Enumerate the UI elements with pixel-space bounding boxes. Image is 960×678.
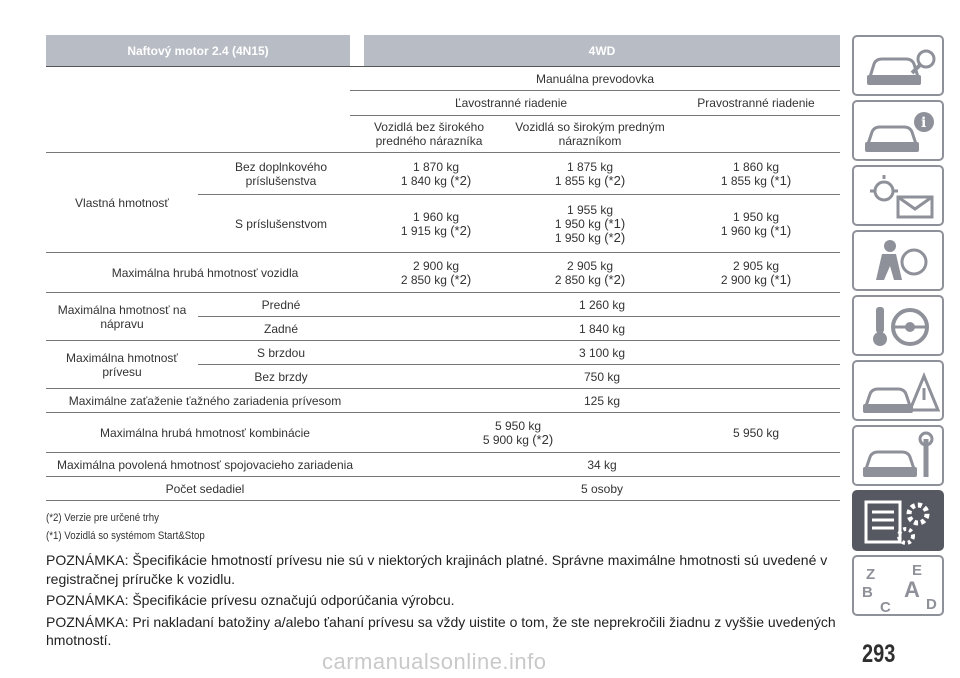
table-row (46, 153, 840, 195)
right-hand-drive-label: Pravostranné riadenie (672, 91, 840, 116)
hitch-load-label: Maximálne zaťaženie ťažného zariadenia prívesom (46, 389, 364, 413)
tab-emergency[interactable] (852, 360, 944, 421)
technical-data-gear-icon (854, 492, 944, 551)
note-paragraph: POZNÁMKA: Pri nakladaní batožiny a/alebo ťahaní prívesu sa vždy uistite o tom, že ste neprekročili žiadnu z vyššie uvedených hmotností. (46, 613, 836, 648)
table-row (46, 477, 840, 501)
left-hand-drive-label: Ľavostranné riadenie (350, 91, 672, 116)
key-steering-wheel-icon (854, 297, 944, 356)
gross-weight-label: Maximálna hrubá hmotnosť vozidla (46, 253, 364, 293)
value: 1 960 kg (720, 223, 767, 238)
value: 2 850 kg (400, 272, 447, 287)
car-service-tools-icon (854, 427, 944, 486)
footnote-ref: (*2) (450, 172, 472, 188)
airbag-passenger-icon (854, 232, 944, 291)
value: 5 900 kg (482, 432, 529, 447)
car-search-icon (854, 37, 944, 96)
value: 2 905 kg (566, 258, 614, 273)
value: 1 950 kg (554, 216, 601, 231)
footnote-ref: (*2) (450, 222, 472, 238)
table-cell (364, 413, 672, 453)
value: 1 875 kg (566, 159, 614, 174)
footnote-ref: (*1) (604, 215, 626, 231)
table-row (46, 253, 840, 293)
value: 1 955 kg (566, 202, 614, 217)
table-cell (364, 253, 508, 293)
tab-index[interactable] (852, 555, 944, 616)
warning-light-message-icon (854, 167, 944, 226)
table-cell (364, 153, 508, 195)
tab-car-info[interactable] (852, 100, 944, 161)
table-row (46, 67, 840, 91)
coupling-weight-value: 34 kg (364, 453, 840, 477)
index-letter-a: A (904, 577, 920, 602)
table-cell (672, 153, 840, 195)
svg-text:i: i (921, 115, 927, 131)
watermark (0, 645, 960, 678)
note-paragraph: POZNÁMKA: Špecifikácie prívesu označujú odporúčania výrobcu. (46, 592, 455, 608)
table-row (46, 293, 840, 317)
page-number: 293 (862, 640, 896, 668)
variant-b-label: Vozidlá so širokým predným nárazníkom (508, 116, 672, 153)
combination-weight-rhd: 5 950 kg (672, 413, 840, 453)
footnote-2: (*2) Verzie pre určené trhy (46, 512, 159, 524)
value: 1 855 kg (554, 173, 601, 188)
footnote-ref: (*2) (450, 271, 472, 287)
engine-header: Naftový motor 2.4 (4N15) (46, 35, 350, 67)
seats-value: 5 osoby (364, 477, 840, 501)
table-cell (508, 253, 672, 293)
index-letter-e: E (912, 562, 923, 579)
drive-header: 4WD (364, 35, 840, 67)
table-row (46, 341, 840, 365)
own-weight-label: Vlastná hmotnosť (46, 153, 198, 253)
note-paragraph: POZNÁMKA: Špecifikácie hmotností prívesu nie sú v niektorých krajinách platné. Správne maximálne hmotnosti sú uvedené v registračnej príručke k vozidlu. (46, 552, 828, 587)
index-letter-c: C (880, 599, 891, 616)
footnote-ref: (*2) (604, 271, 626, 287)
front-axle-label: Predné (198, 293, 364, 317)
table-cell (508, 153, 672, 195)
alphabetical-index-icon (854, 557, 944, 616)
value: 1 960 kg (412, 209, 460, 224)
braked-value: 3 100 kg (364, 341, 840, 365)
trailer-weight-label: Maximálna hmotnosť prívesu (46, 341, 198, 389)
index-letter-b: B (862, 584, 873, 601)
chapter-tabs (852, 35, 952, 620)
footnote-ref: (*1) (770, 271, 792, 287)
combination-weight-label: Maximálna hrubá hmotnosť kombinácie (46, 413, 364, 453)
variant-a-label: Vozidlá bez širokého predného nárazníka (350, 116, 508, 153)
footnote-ref: (*1) (770, 172, 792, 188)
table-header-row (46, 35, 840, 67)
value: 2 905 kg (732, 258, 780, 273)
value: 5 950 kg (494, 418, 542, 433)
watermark-text: carmanualsonline.info (322, 649, 547, 674)
tab-maintenance[interactable] (852, 425, 944, 486)
value: 2 900 kg (412, 258, 460, 273)
value: 1 915 kg (400, 223, 447, 238)
table-cell (672, 195, 840, 253)
axle-weight-label: Maximálna hmotnosť na nápravu (46, 293, 198, 341)
table-row (46, 413, 840, 453)
rear-axle-value: 1 840 kg (364, 317, 840, 341)
footnote-1: (*1) Vozidlá so systémom Start&Stop (46, 530, 205, 542)
without-accessories-label: Bez doplnkového príslušenstva (198, 153, 364, 195)
value: 1 950 kg (554, 230, 601, 245)
value: 1 840 kg (400, 173, 447, 188)
gearbox-label: Manuálna prevodovka (350, 67, 840, 91)
with-accessories-label: S príslušenstvom (198, 195, 364, 253)
hitch-load-value: 125 kg (364, 389, 840, 413)
notes-block (46, 551, 846, 653)
table-cell (508, 195, 672, 253)
tab-warning-lights[interactable] (852, 165, 944, 226)
value: 1 860 kg (732, 159, 780, 174)
unbraked-label: Bez brzdy (198, 365, 364, 389)
tab-safety[interactable] (852, 230, 944, 291)
table-row (46, 453, 840, 477)
table-cell (364, 195, 508, 253)
index-letter-z: Z (866, 566, 876, 583)
table-cell (672, 253, 840, 293)
value: 2 900 kg (720, 272, 767, 287)
tab-starting-driving[interactable] (852, 295, 944, 356)
braked-label: S brzdou (198, 341, 364, 365)
coupling-weight-label: Maximálna povolená hmotnosť spojovacieho zariadenia (46, 453, 364, 477)
tab-car-search[interactable] (852, 35, 944, 96)
value: 2 850 kg (554, 272, 601, 287)
header-separator (350, 35, 364, 67)
tab-technical-data[interactable] (852, 490, 944, 551)
rear-axle-label: Zadné (198, 317, 364, 341)
index-letter-d: D (926, 596, 937, 613)
car-info-icon (854, 102, 944, 161)
table-row (46, 389, 840, 413)
value: 1 855 kg (720, 173, 767, 188)
specification-table (46, 35, 840, 501)
value: 1 950 kg (732, 209, 780, 224)
unbraked-value: 750 kg (364, 365, 840, 389)
car-crash-warning-icon (854, 362, 944, 421)
front-axle-value: 1 260 kg (364, 293, 840, 317)
footnote-ref: (*2) (532, 431, 554, 447)
footnote-ref: (*1) (770, 222, 792, 238)
seats-label: Počet sedadiel (46, 477, 364, 501)
value: 1 870 kg (412, 159, 460, 174)
footnote-ref: (*2) (604, 229, 626, 245)
footnote-ref: (*2) (604, 172, 626, 188)
